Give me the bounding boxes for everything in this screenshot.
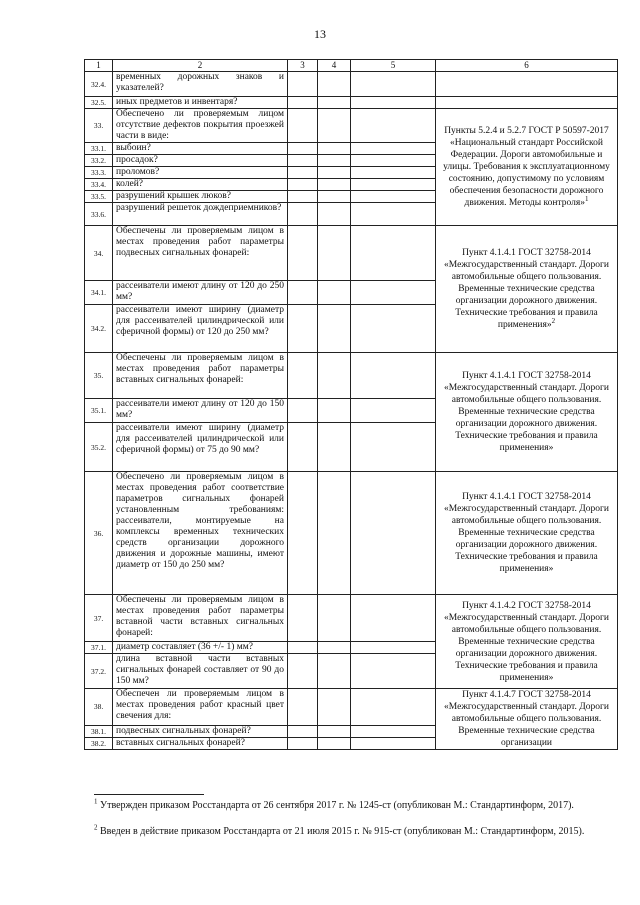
- column-header: 2: [113, 60, 288, 72]
- row-question: разрушений крышек люков?: [113, 191, 288, 203]
- row-number: 35.1.: [85, 399, 113, 423]
- source-text: Пункт 4.1.4.1 ГОСТ 32758-2014 «Межгосударственный стандарт. Дороги автомобильные общего пользования. Временные технические средства организации дорожного движения. Технические требования и правила применения»: [444, 492, 609, 574]
- row-question: подвесных сигнальных фонарей?: [113, 725, 288, 737]
- footnote-text: Утвержден приказом Росстандарта от 26 сентября 2017 г. № 1245-ст (опубликован М.: Стандартинформ, 2017).: [97, 800, 574, 811]
- row-number: 33.6.: [85, 203, 113, 226]
- row-number: 36.: [85, 472, 113, 595]
- row-question: просадок?: [113, 155, 288, 167]
- column-header: 1: [85, 60, 113, 72]
- column-header: 6: [436, 60, 618, 72]
- row-number: 35.2.: [85, 423, 113, 472]
- row-question: рассеиватели имеют ширину (диаметр для рассеивателей цилиндрической или сферичной формы) от 75 до 90 мм?: [113, 423, 288, 472]
- row-question: выбоин?: [113, 143, 288, 155]
- row-question: Обеспечены ли проверяемым лицом в местах проведения работ параметры вставных сигнальных фонарей:: [113, 353, 288, 399]
- row-number: 33.4.: [85, 179, 113, 191]
- footnote: [94, 825, 600, 838]
- row-number: 33.1.: [85, 143, 113, 155]
- column-header: 3: [288, 60, 318, 72]
- row-question: диаметр составляет (36 +/- 1) мм?: [113, 642, 288, 654]
- source-cell: [436, 689, 618, 750]
- row-number: 34.: [85, 226, 113, 281]
- row-number: 33.5.: [85, 191, 113, 203]
- source-cell: [436, 595, 618, 689]
- footnote-text: Введен в действие приказом Росстандарта от 21 июля 2015 г. № 915-ст (опубликован М.: Стандартинформ, 2015).: [97, 826, 585, 837]
- footnote-ref: 2: [551, 316, 556, 325]
- checklist-table: [84, 59, 618, 750]
- row-number: 33.3.: [85, 167, 113, 179]
- row-question: рассеиватели имеют длину от 120 до 150 мм?: [113, 399, 288, 423]
- row-number: 35.: [85, 353, 113, 399]
- footnote-mark: 1: [94, 797, 98, 806]
- source-text: Пункт 4.1.4.1 ГОСТ 32758-2014 «Межгосударственный стандарт. Дороги автомобильные общего пользования. Временные технические средства организации дорожного движения. Технические требования и правила применения»: [444, 248, 609, 330]
- footnote-separator: [94, 794, 204, 795]
- row-number: 37.2.: [85, 654, 113, 689]
- source-text: Пункт 4.1.4.7 ГОСТ 32758-2014 «Межгосударственный стандарт. Дороги автомобильные общего пользования. Временные технические средства организации: [444, 690, 609, 748]
- table-row: [85, 353, 618, 399]
- row-question: длина вставной части вставных сигнальных фонарей составляет от 90 до 150 мм?: [113, 654, 288, 689]
- footnote: [94, 799, 600, 812]
- table-row: [85, 689, 618, 726]
- page-number: 13: [314, 27, 326, 41]
- table-row: [85, 109, 618, 143]
- row-number: 34.1.: [85, 281, 113, 305]
- row-number: 37.: [85, 595, 113, 642]
- source-text: Пункт 4.1.4.1 ГОСТ 32758-2014 «Межгосударственный стандарт. Дороги автомобильные общего пользования. Временные технические средства организации дорожного движения. Технические требования и правила применения»: [444, 371, 609, 453]
- row-number: 33.: [85, 109, 113, 143]
- row-question: рассеиватели имеют ширину (диаметр для рассеивателей цилиндрической или сферичной формы) от 120 до 250 мм?: [113, 305, 288, 353]
- source-text: Пункт 4.1.4.2 ГОСТ 32758-2014 «Межгосударственный стандарт. Дороги автомобильные общего пользования. Временные технические средства организации дорожного движения. Технические требования и правила применения»: [444, 600, 609, 683]
- row-question: Обеспечены ли проверяемым лицом в местах проведения работ параметры вставной части вставных сигнальных фонарей:: [113, 595, 288, 642]
- row-number: 37.1.: [85, 642, 113, 654]
- row-question: Обеспечено ли проверяемым лицом в местах проведения работ соответствие параметров сигнальных фонарей установленным требованиям: рассеиватели, монтируемые на комплексы временных технических средств организации дорожного движения и дорожные машины, имеют диаметр от 150 до 250 мм?: [113, 472, 288, 595]
- row-question: Обеспечен ли проверяемым лицом в местах проведения работ красный цвет свечения для:: [113, 689, 288, 726]
- row-number: 32.4.: [85, 72, 113, 97]
- table-header-row: [85, 60, 618, 72]
- table-row: [85, 97, 618, 109]
- row-question: вставных сигнальных фонарей?: [113, 737, 288, 749]
- table-row: [85, 226, 618, 281]
- table-row: [85, 72, 618, 97]
- footnote-mark: 2: [94, 823, 98, 832]
- row-number: 34.2.: [85, 305, 113, 353]
- row-question: колей?: [113, 179, 288, 191]
- source-cell: [436, 109, 618, 226]
- row-question: Обеспечены ли проверяемым лицом в местах проведения работ параметры подвесных сигнальных фонарей:: [113, 226, 288, 281]
- row-question: разрушений решеток дождеприемников?: [113, 203, 288, 226]
- row-question: Обеспечено ли проверяемым лицом отсутствие дефектов покрытия проезжей части в виде:: [113, 109, 288, 143]
- row-number: 33.2.: [85, 155, 113, 167]
- source-cell: [436, 472, 618, 595]
- table-row: [85, 472, 618, 595]
- source-cell: [436, 226, 618, 353]
- table-row: [85, 595, 618, 642]
- row-question: рассеиватели имеют длину от 120 до 250 мм?: [113, 281, 288, 305]
- row-question: иных предметов и инвентаря?: [113, 97, 288, 109]
- source-cell: [436, 353, 618, 472]
- footnote-ref: 1: [584, 194, 589, 203]
- row-number: 38.: [85, 689, 113, 726]
- row-question: проломов?: [113, 167, 288, 179]
- row-number: 32.5.: [85, 97, 113, 109]
- row-number: 38.2.: [85, 737, 113, 749]
- column-header: 5: [351, 60, 436, 72]
- source-text: Пункты 5.2.4 и 5.2.7 ГОСТ Р 50597-2017 «Национальный стандарт Российской Федерации. Дороги автомобильные и улицы. Требования к эксплуатационному состоянию, допустимому по условиям обеспечения безопасности дорожного движения. Методы контроля»: [443, 126, 610, 208]
- row-question: временных дорожных знаков и указателей?: [113, 72, 288, 97]
- row-number: 38.1.: [85, 725, 113, 737]
- column-header: 4: [318, 60, 351, 72]
